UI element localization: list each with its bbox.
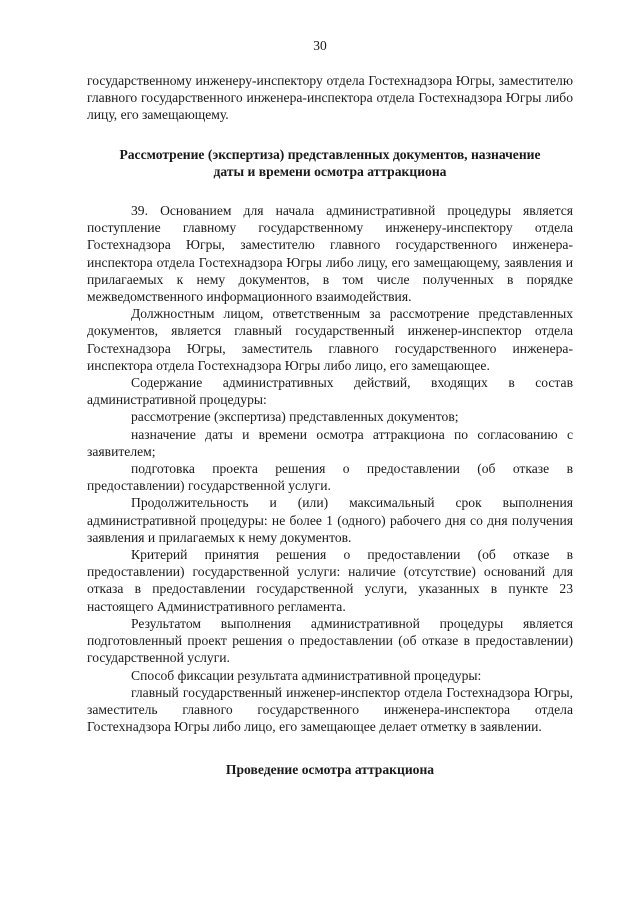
list-item-scheduling: назначение даты и времени осмотра аттракциона по согласованию с заявителем; (87, 426, 573, 459)
paragraph-responsible-official: Должностным лицом, ответственным за рассмотрение представленных документов, является главный государственный инженер-инспектор отдела Гостехнадзора Югры, заместитель главного государственного инженера-инспектора отдела Гостехнадзора Югры либо лицо, его замещающее. (87, 306, 573, 373)
paragraph-mark-in-application: главный государственный инженер-инспектор отдела Гостехнадзора Югры, заместитель главного государственного инженера-инспектора отдела Гостехнадзора Югры либо лицо, его замещающее делает отметку в заявлении. (87, 684, 573, 735)
document-body (87, 72, 573, 779)
list-item-review: рассмотрение (экспертиза) представленных документов; (131, 409, 459, 425)
list-item-draft-decision: подготовка проекта решения о предоставлении (об отказе в предоставлении) государственной услуги. (87, 461, 573, 494)
section-heading-line-1: Рассмотрение (экспертиза) представленных документов, назначение (119, 146, 541, 162)
paragraph-duration: Продолжительность и (или) максимальный срок выполнения административной процедуры: не более 1 (одного) рабочего дня со дня получения заявления и прилагаемых к нему документов. (87, 495, 573, 545)
paragraph-result: Результатом выполнения административной процедуры является подготовленный проект решения о предоставлении (об отказе в предоставлении) государственной услуги. (87, 615, 573, 666)
paragraph-39: 39. Основанием для начала административной процедуры является поступление главному государственному инженеру-инспектору отдела Гостехнадзора Югры, заместителю главного государственного инженера-инспектора отдела Гостехнадзора Югры либо лицу, его замещающему, заявления и прилагаемых к нему документов, в том числе полученных в порядке межведомственного информационного взаимодействия. (87, 203, 573, 305)
paragraph-decision-criterion: Критерий принятия решения о предоставлении (об отказе в предоставлении) государственной услуги: наличие (отсутствие) оснований для отказа в предоставлении государственной услуги, указанных в пункте 23 настоящего Административного регламента. (87, 547, 573, 614)
next-section-heading: Проведение осмотра аттракциона (225, 762, 435, 778)
intro-paragraph: государственному инженеру-инспектору отдела Гостехнадзора Югры, заместителю главного государственного инженера-инспектора отдела Гостехнадзора Югры либо лицу, его замещающему. (87, 73, 573, 123)
page-number: 30 (313, 38, 327, 53)
section-heading-line-2: даты и времени осмотра аттракциона (213, 163, 447, 179)
paragraph-fixation-method: Способ фиксации результата административной процедуры: (131, 667, 482, 683)
paragraph-actions-content: Содержание административных действий, входящих в состав административной процедуры: (87, 375, 573, 408)
